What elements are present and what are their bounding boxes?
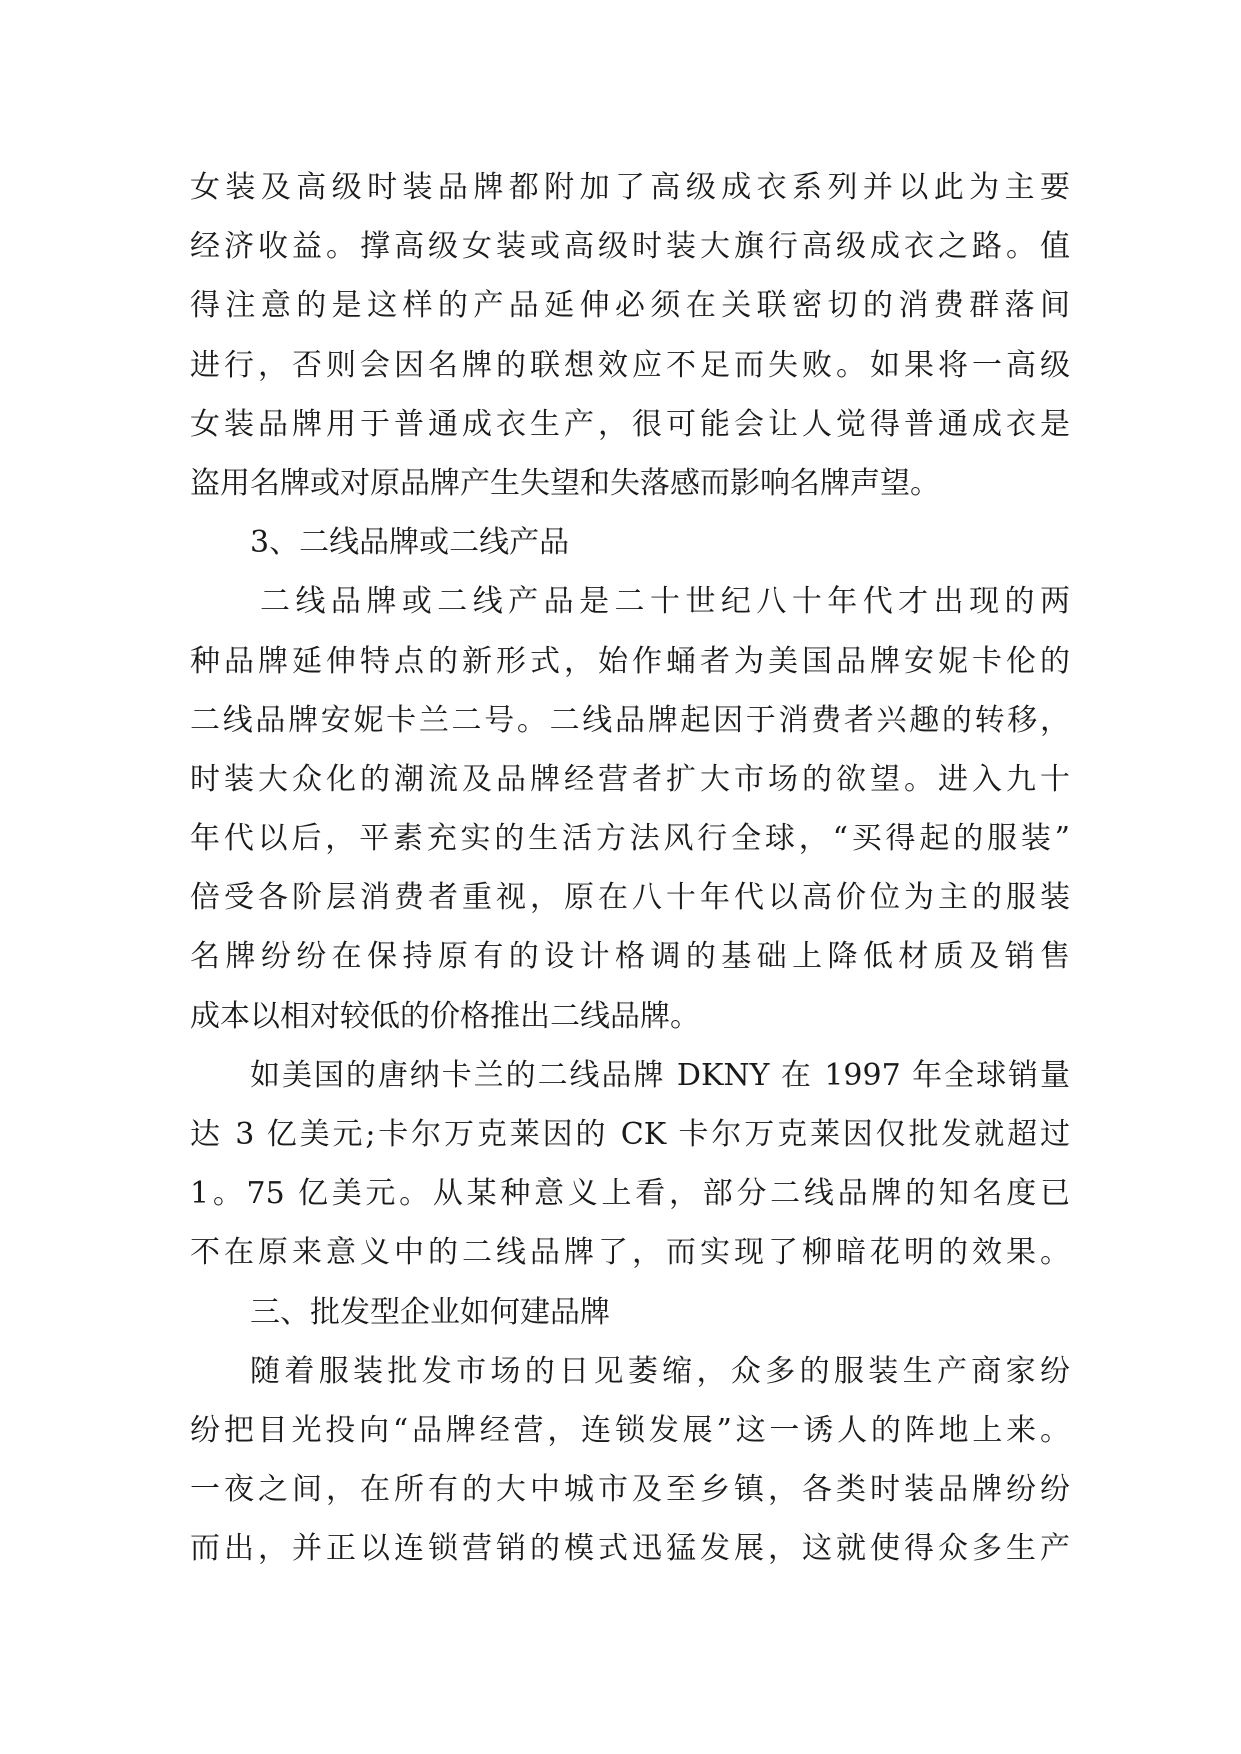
section-heading: 三、批发型企业如何建品牌 xyxy=(250,1294,610,1330)
text-line: 女装及高级时装品牌都附加了高级成衣系列并以此为主要 xyxy=(190,170,1070,205)
text-line: 1。75 亿美元。从某种意义上看，部分二线品牌的知名度已 xyxy=(190,1176,1070,1212)
text-line: 随着服装批发市场的日见萎缩，众多的服装生产商家纷 xyxy=(250,1353,1070,1389)
section-heading: 3、二线品牌或二线产品 xyxy=(250,525,570,561)
text-line: 一夜之间，在所有的大中城市及至乡镇，各类时装品牌纷纷 xyxy=(190,1472,1070,1508)
text-line: 而出，并正以连锁营销的模式迅猛发展，这就使得众多生产 xyxy=(190,1531,1070,1567)
text-line: 成本以相对较低的价格推出二线品牌。 xyxy=(190,998,700,1034)
text-line: 名牌纷纷在保持原有的设计格调的基础上降低材质及销售 xyxy=(190,939,1070,975)
text-line: 二线品牌安妮卡兰二号。二线品牌起因于消费者兴趣的转移， xyxy=(190,702,1070,738)
text-line: 年代以后，平素充实的生活方法风行全球，“买得起的服装” xyxy=(190,821,1070,857)
text-line: 经济收益。撑高级女装或高级时装大旗行高级成衣之路。值 xyxy=(190,229,1070,265)
text-line: 得注意的是这样的产品延伸必须在关联密切的消费群落间 xyxy=(190,288,1070,324)
text-line: 达 3 亿美元;卡尔万克莱因的 CK 卡尔万克莱因仅批发就超过 xyxy=(190,1117,1070,1152)
text-line: 纷把目光投向“品牌经营，连锁发展”这一诱人的阵地上来。 xyxy=(190,1412,1070,1448)
text-line: 女装品牌用于普通成衣生产，很可能会让人觉得普通成衣是 xyxy=(190,406,1070,442)
text-line: 倍受各阶层消费者重视，原在八十年代以高价位为主的服装 xyxy=(190,880,1070,916)
text-line: 时装大众化的潮流及品牌经营者扩大市场的欲望。进入九十 xyxy=(190,761,1070,797)
text-line: 如美国的唐纳卡兰的二线品牌 DKNY 在 1997 年全球销量 xyxy=(250,1057,1070,1093)
text-line: 二线品牌或二线产品是二十世纪八十年代才出现的两 xyxy=(260,584,1070,620)
text-line: 进行，否则会因名牌的联想效应不足而失败。如果将一高级 xyxy=(190,347,1070,383)
body-text xyxy=(190,158,1070,1579)
text-line: 不在原来意义中的二线品牌了，而实现了柳暗花明的效果。 xyxy=(190,1235,1070,1271)
text-line: 盗用名牌或对原品牌产生失望和失落感而影响名牌声望。 xyxy=(190,465,940,501)
text-line: 种品牌延伸特点的新形式，始作蛹者为美国品牌安妮卡伦的 xyxy=(190,643,1070,679)
